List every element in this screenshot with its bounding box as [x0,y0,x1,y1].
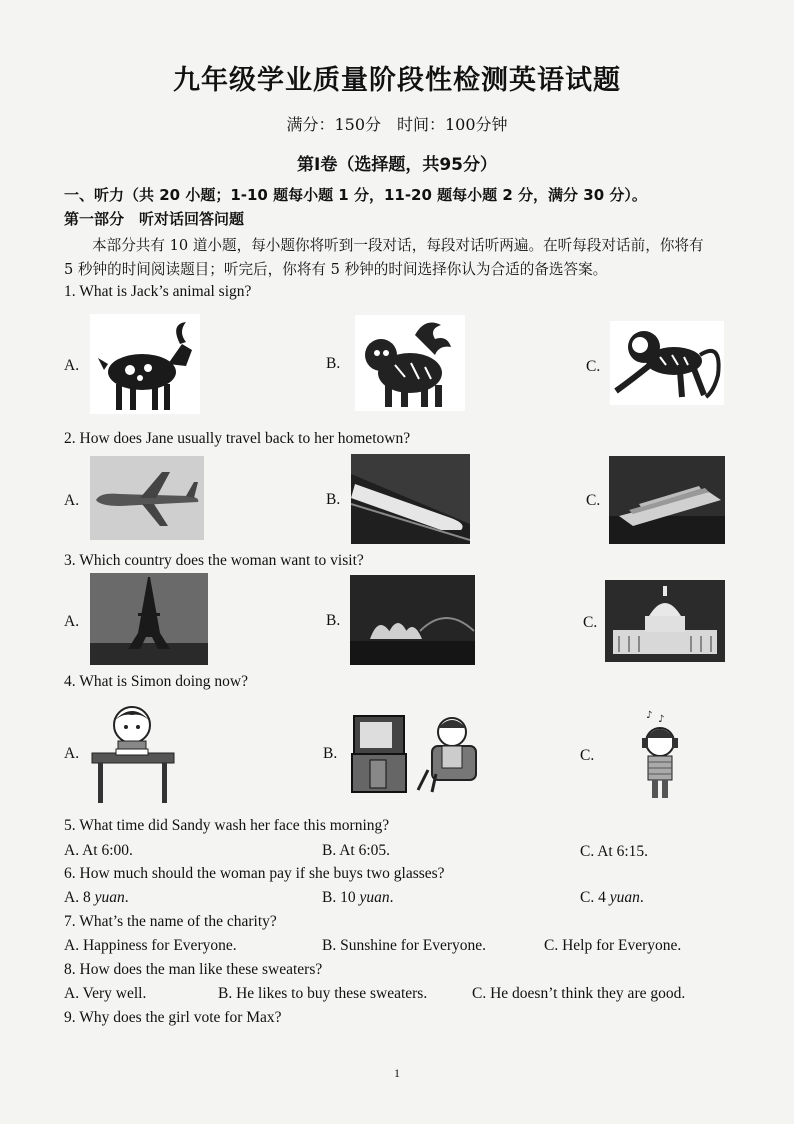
question-4: 4. What is Simon doing now? [64,673,248,690]
q6-option-b-suffix: . [389,889,394,906]
question-5: 5. What time did Sandy wash her face this morning? [64,817,390,834]
instructions-line-2: 5 秒钟的时间阅读题目；听完后，你将有 5 秒钟的时间选择你认为合适的备选答案。 [64,261,608,278]
question-2: 2. How does Jane usually travel back to her hometown? [64,430,411,447]
q7-option-a: A. Happiness for Everyone. [64,937,237,954]
question-1: 1. What is Jack’s animal sign? [64,283,252,300]
q6-option-c-unit: yuan [609,889,640,906]
part-title: 第一部分 听对话回答问题 [64,210,245,228]
q6-option-a-prefix: A. 8 [64,889,95,906]
q7-option-b: B. Sunshine for Everyone. [322,937,487,954]
section-heading: 一、听力（共 20 小题；1-10 题每小题 1 分，11-20 题每小题 2 分，满分 30 分）。 [64,186,647,204]
sydney-opera-house-photo-image [350,575,475,665]
q8-option-b: B. He likes to buy these sweaters. [218,985,428,1002]
question-3: 3. Which country does the woman want to visit? [64,552,364,569]
q8-option-c: C. He doesn’t think they are good. [472,985,686,1002]
us-capitol-photo-image [605,580,725,662]
q3-label-c: C. [583,614,598,631]
tiger-papercut-image [355,315,465,411]
q1-label-c: C. [586,358,601,375]
q6-option-c-prefix: C. 4 [580,889,610,906]
q5-option-a: A. At 6:00. [64,842,133,859]
q1-label-b: B. [326,355,341,372]
q6-option-c-suffix: . [639,889,644,906]
q2-label-b: B. [326,491,341,508]
q2-label-c: C. [586,492,601,509]
q3-label-a: A. [64,613,80,630]
q5-option-b: B. At 6:05. [322,842,391,859]
question-7: 7. What’s the name of the charity? [64,913,277,930]
q4-label-a: A. [64,745,80,762]
svg-text:♪: ♪ [658,714,665,725]
q6-option-b-unit: yuan [359,889,390,906]
goat-papercut-image [90,314,200,414]
cruise-ship-photo-image [609,456,725,544]
instructions-line-1: 本部分共有 10 道小题，每小题你将听到一段对话，每段对话听两遍。在听每段对话前，你将有 [92,237,704,254]
q4-label-c: C. [580,747,595,764]
q4-label-b: B. [323,745,338,762]
svg-text:♪: ♪ [646,710,653,721]
boy-listening-music-image [630,708,692,800]
question-8: 8. How does the man like these sweaters? [64,961,323,978]
q1-label-a: A. [64,357,80,374]
monkey-papercut-image [610,321,724,405]
q7-option-c: C. Help for Everyone. [544,937,682,954]
page-number: 1 [394,1066,400,1080]
question-6: 6. How much should the woman pay if she buys two glasses? [64,865,445,882]
airplane-photo-image [90,456,204,540]
question-9: 9. Why does the girl vote for Max? [64,1009,282,1026]
page-title: 九年级学业质量阶段性检测英语试题 [173,65,621,96]
q6-option-c [580,889,644,907]
q6-option-a-unit: yuan [94,889,125,906]
q6-option-b-prefix: B. 10 [322,889,360,906]
q2-label-a: A. [64,492,80,509]
volume-heading: 第Ⅰ卷（选择题，共95分） [297,155,497,175]
q6-option-a [64,889,129,907]
score-time: 满分：150分 时间：100分钟 [286,115,508,134]
high-speed-train-photo-image [351,454,470,544]
boy-watching-tv-image [348,710,482,796]
q6-option-a-suffix: . [124,889,129,906]
eiffel-tower-photo-image [90,573,208,665]
q5-option-c: C. At 6:15. [580,843,649,860]
q6-option-b [322,889,393,907]
boy-writing-image [90,701,176,805]
q3-label-b: B. [326,612,341,629]
q8-option-a: A. Very well. [64,985,147,1002]
